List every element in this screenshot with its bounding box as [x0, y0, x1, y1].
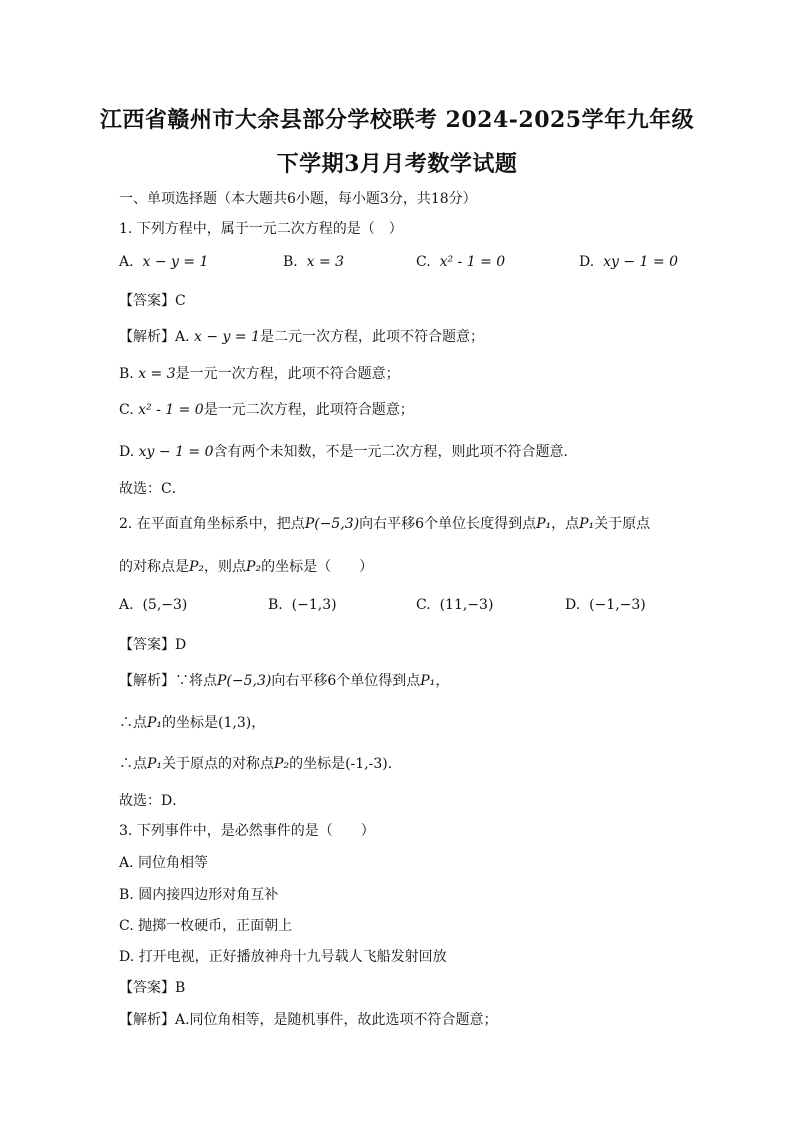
answer-tag: 【答案】 — [119, 637, 175, 653]
q1-answer: 【答案】C — [119, 293, 186, 309]
q1-conclusion: 故选：C． — [119, 481, 186, 497]
q2-analysis-3: ∴点P₁关于原点的对称点P₂的坐标是(-1,-3)． — [119, 756, 402, 772]
q2-analysis-2: ∴点P₁的坐标是(1,3)， — [119, 715, 266, 731]
q1-option-d: D. xy − 1 = 0 — [579, 254, 678, 270]
q2-option-a: A. (5,−3) — [119, 597, 188, 613]
answer-tag: 【答案】 — [119, 293, 175, 309]
title-line-1: 江西省赣州市大余县部分学校联考 2024-2025学年九年级 — [99, 107, 695, 133]
q1-option-c: C. x² - 1 = 0 — [416, 254, 506, 270]
q3-stem: 3. 下列事件中，是必然事件的是（ ） — [119, 823, 375, 839]
q2-analysis-1: 【解析】∵将点P(−5,3)向右平移6个单位得到点P₁， — [119, 673, 450, 689]
q2-option-c: C. (11,−3) — [416, 597, 494, 613]
section-heading: 一、单项选择题（本大题共6小题，每小题3分，共18分） — [119, 191, 477, 207]
q3-option-d: D. 打开电视，正好播放神舟十九号载人飞船发射回放 — [119, 949, 447, 965]
q3-option-b: B. 圆内接四边形对角互补 — [119, 887, 279, 903]
q3-analysis: 【解析】A.同位角相等，是随机事件，故此选项不符合题意； — [119, 1012, 498, 1028]
q1-option-b: B. x = 3 — [283, 254, 345, 270]
answer-tag: 【答案】 — [119, 980, 175, 996]
q1-analysis-b: B. x = 3是一元一次方程，此项不符合题意； — [119, 366, 400, 382]
q3-option-c: C. 抛掷一枚硬币，正面朝上 — [119, 918, 293, 934]
q2-answer: 【答案】D — [119, 637, 187, 653]
analysis-tag: 【解析】 — [119, 1012, 175, 1028]
q2-stem-line-1: 2. 在平面直角坐标系中，把点P(−5,3)向右平移6个单位长度得到点P₁，点P₁关于原点 — [119, 516, 651, 532]
q1-stem: 1. 下列方程中，属于一元二次方程的是（ ） — [119, 221, 403, 237]
q1-analysis-a: 【解析】A. x − y = 1是二元一次方程，此项不符合题意； — [119, 329, 484, 345]
q1-analysis-c: C. x² - 1 = 0是一元二次方程，此项符合题意； — [119, 402, 414, 418]
q1-analysis-d: D. xy − 1 = 0含有两个未知数，不是一元二次方程，则此项不符合题意． — [119, 444, 578, 460]
q3-option-a: A. 同位角相等 — [119, 855, 209, 871]
title-line-2: 下学期3月月考数学试题 — [276, 151, 518, 177]
analysis-tag: 【解析】 — [119, 329, 175, 345]
q2-conclusion: 故选：D． — [119, 793, 187, 809]
analysis-tag: 【解析】 — [119, 673, 175, 689]
q3-answer: 【答案】B — [119, 980, 186, 996]
q1-option-a: A. x − y = 1 — [119, 254, 209, 270]
q2-option-d: D. (−1,−3) — [565, 597, 646, 613]
q2-option-b: B. (−1,3) — [268, 597, 337, 613]
q2-stem-line-2: 的对称点是P₂，则点P₂的坐标是（ ） — [119, 559, 374, 575]
